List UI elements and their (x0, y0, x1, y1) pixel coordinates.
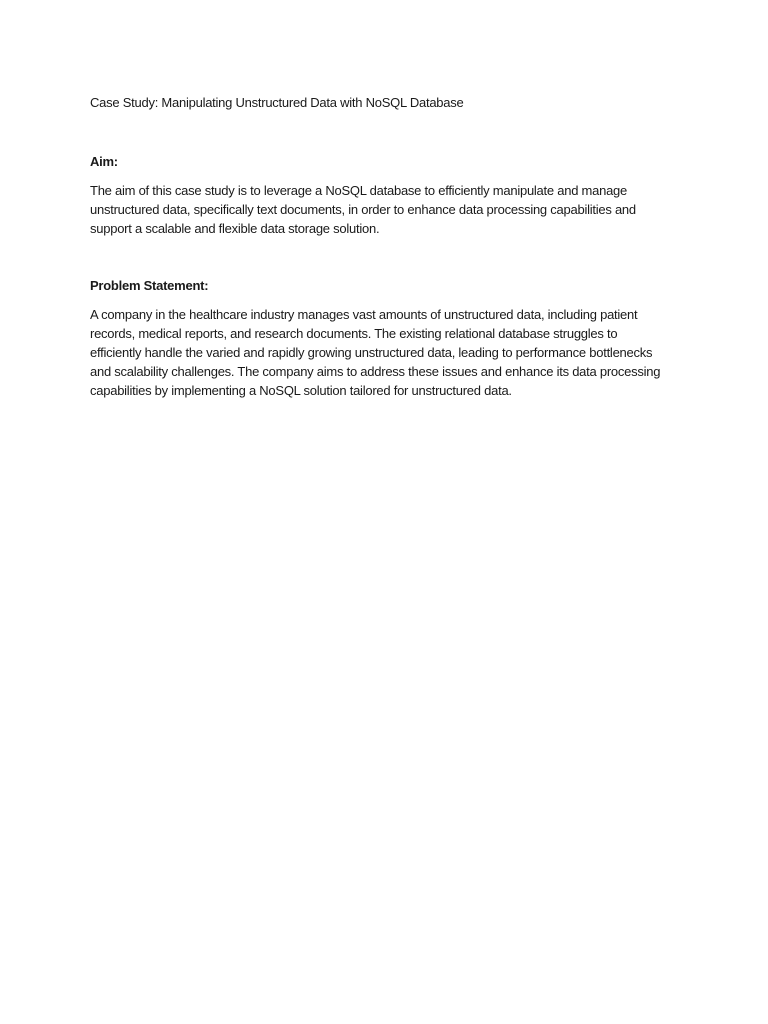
problem-line: capabilities by implementing a NoSQL solution tailored for unstructured data. (90, 383, 512, 398)
aim-paragraph (90, 181, 680, 238)
aim-line: support a scalable and flexible data storage solution. (90, 221, 380, 236)
document-body (90, 93, 680, 400)
problem-line: efficiently handle the varied and rapidly growing unstructured data, leading to performance bottlenecks (90, 345, 653, 360)
problem-line: records, medical reports, and research documents. The existing relational database struggles to (90, 326, 618, 341)
problem-line: and scalability challenges. The company aims to address these issues and enhance its data processing (90, 364, 661, 379)
aim-line: The aim of this case study is to leverage a NoSQL database to efficiently manipulate and manage (90, 183, 628, 198)
aim-heading: Aim: (90, 154, 118, 169)
document-title: Case Study: Manipulating Unstructured Data with NoSQL Database (90, 95, 464, 110)
aim-line: unstructured data, specifically text documents, in order to enhance data processing capabilities and (90, 202, 636, 217)
problem-statement-paragraph (90, 305, 680, 400)
problem-line: A company in the healthcare industry manages vast amounts of unstructured data, including patient (90, 307, 638, 322)
problem-statement-heading: Problem Statement: (90, 278, 209, 293)
